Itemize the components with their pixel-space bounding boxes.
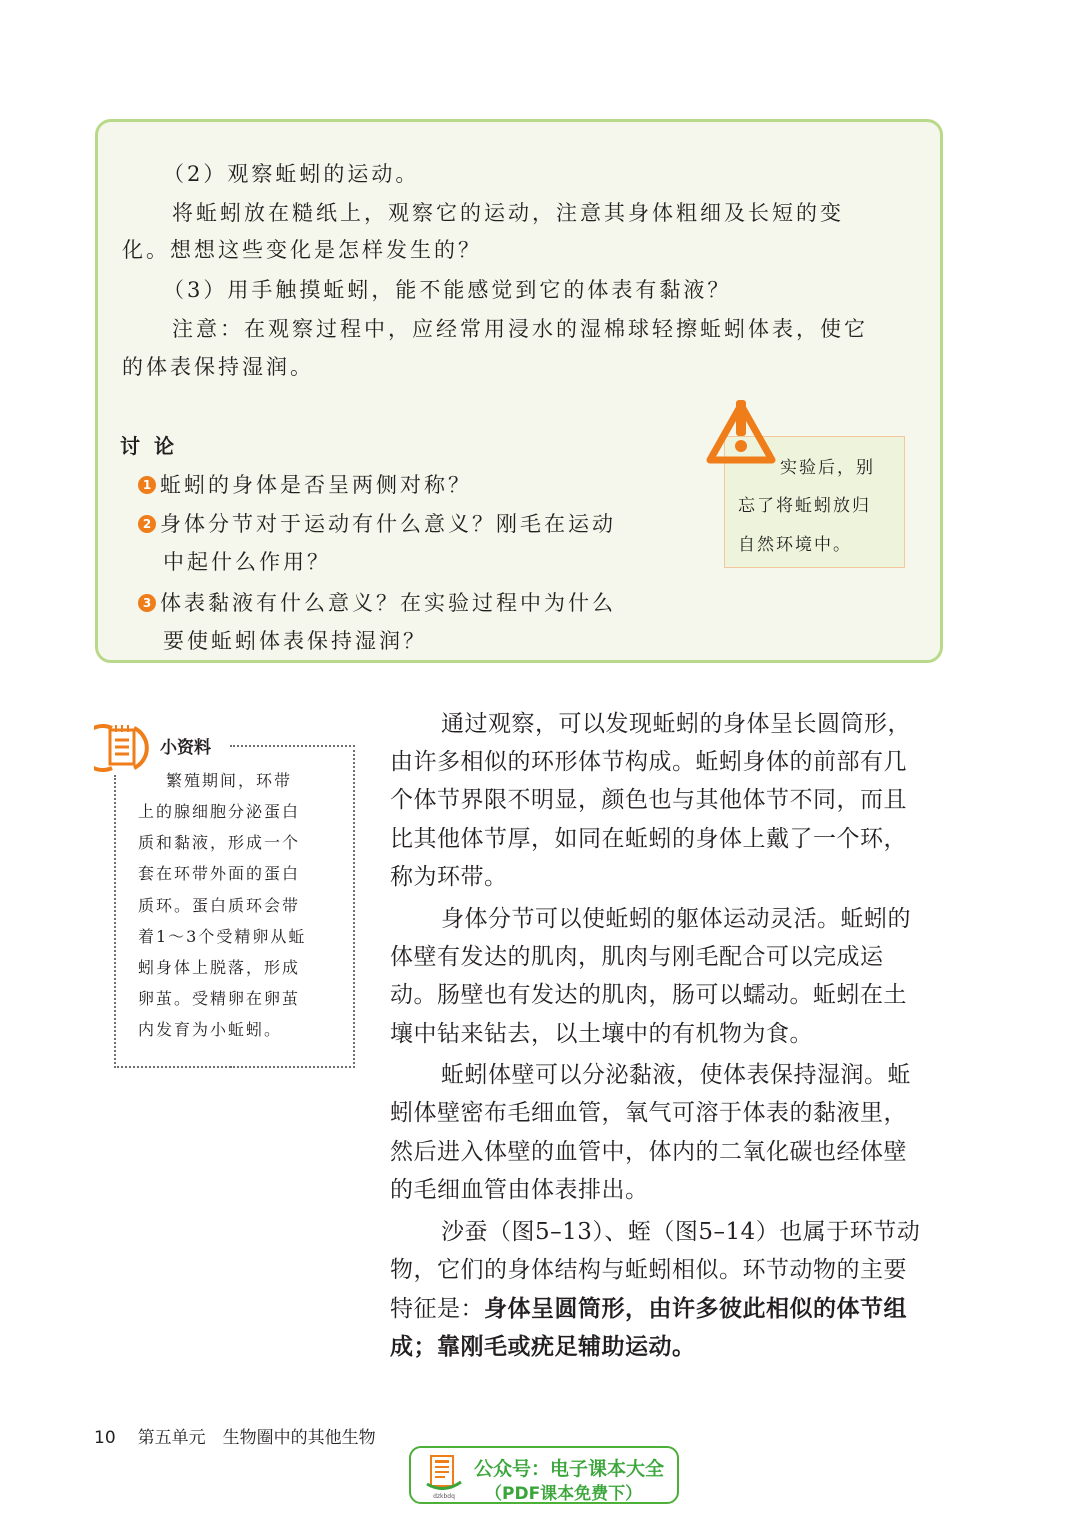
sidebar-line: 繁殖期间，环带 [166,771,293,790]
experiment-line: 化。想想这些变化是怎样发生的？ [122,238,482,262]
page-number: 10 [94,1428,116,1448]
sidebar-frame-bottom [114,1066,355,1068]
discussion-item-1 [138,469,472,499]
body-line: 物，它们的身体结构与蚯蚓相似。环节动物的主要 [390,1257,907,1283]
discussion-text: 要使蚯蚓体表保持湿润？ [163,629,427,653]
body-text: 特征是： [390,1296,484,1322]
watermark-line1: 公众号：电子课本大全 [474,1458,665,1480]
experiment-line: 注意：在观察过程中，应经常用浸水的湿棉球轻擦蚯蚓体表，使它 [172,317,868,341]
note-line: 实验后，别 [780,458,875,478]
sidebar-line: 套在环带外面的蛋白 [138,864,301,883]
number-badge: 2 [138,515,156,533]
discussion-text: 蚯蚓的身体是否呈两侧对称？ [160,473,472,497]
body-line: 体壁有发达的肌肉，肌肉与刚毛配合可以完成运 [390,944,884,970]
notebook-icon [94,722,150,772]
body-line: 蚓体壁密布毛细血管，氧气可溶于体表的黏液里， [390,1100,907,1126]
key-point: 身体呈圆筒形，由许多彼此相似的体节组 [484,1296,907,1322]
sidebar-line: 质和黏液，形成一个 [138,833,301,852]
discussion-text: 身体分节对于运动有什么意义？刚毛在运动 [160,512,616,536]
discussion-title: 讨论 [120,434,188,458]
body-line: 身体分节可以使蚯蚓的躯体运动灵活。蚯蚓的 [441,906,911,932]
body-line: 通过观察，可以发现蚯蚓的身体呈长圆筒形， [441,711,911,737]
body-line: 然后进入体壁的血管中，体内的二氧化碳也经体壁 [390,1139,907,1165]
warning-icon [706,400,776,466]
unit-title: 第五单元 生物圈中的其他生物 [137,1428,376,1448]
sidebar-line: 质环。蛋白质环会带 [138,896,301,915]
sidebar-frame-left [114,775,116,1068]
discussion-text: 中起什么作用？ [163,550,331,574]
watermark-line2: （PDF课本免费下） [485,1484,643,1504]
number-badge: 1 [138,476,156,494]
experiment-line: （2）观察蚯蚓的运动。 [163,162,420,186]
body-line: 沙蚕（图5–13）、蛭（图5–14）也属于环节动 [441,1219,921,1245]
experiment-line: 的体表保持湿润。 [122,355,314,379]
body-line: 由许多相似的环形体节构成。蚯蚓身体的前部有几 [390,749,907,775]
sidebar-title: 小资料 [160,738,211,758]
body-line: 动。肠壁也有发达的肌肉，肠可以蠕动。蚯蚓在土 [390,982,907,1008]
body-line: 壤中钻来钻去，以土壤中的有机物为食。 [390,1021,813,1047]
body-line: 称为环带。 [390,864,508,890]
sidebar-line: 内发育为小蚯蚓。 [138,1020,283,1039]
watermark-badge [409,1446,679,1504]
body-line: 比其他体节厚，如同在蚯蚓的身体上戴了一个环， [390,826,907,852]
number-badge: 3 [138,594,156,612]
discussion-item-3 [138,587,616,617]
experiment-line: （3）用手触摸蚯蚓，能不能感觉到它的体表有黏液？ [163,278,732,302]
body-line: 个体节界限不明显，颜色也与其他体节不同，而且 [390,787,907,813]
discussion-text: 体表黏液有什么意义？在实验过程中为什么 [160,591,616,615]
experiment-line: 将蚯蚓放在糙纸上，观察它的运动，注意其身体粗细及长短的变 [172,201,844,225]
body-line: 的毛细血管由体表排出。 [390,1177,649,1203]
note-line: 忘了将蚯蚓放归 [738,496,871,516]
page-footer [94,1423,376,1448]
discussion-item-2 [138,508,616,538]
body-line-emphasis [390,1290,907,1323]
logo-text: dzkbdq [433,1493,455,1500]
sidebar-line: 着1～3个受精卵从蚯 [138,927,307,946]
sidebar-line: 上的腺细胞分泌蛋白 [138,802,301,821]
sidebar-line: 卵茧。受精卵在卵茧 [138,989,301,1008]
body-line: 蚯蚓体壁可以分泌黏液，使体表保持湿润。蚯 [441,1062,911,1088]
note-line: 自然环境中。 [738,535,852,555]
key-point: 成；靠刚毛或疣足辅助运动。 [390,1334,696,1360]
book-logo-icon [425,1454,463,1500]
sidebar-line: 蚓身体上脱落，形成 [138,958,301,977]
